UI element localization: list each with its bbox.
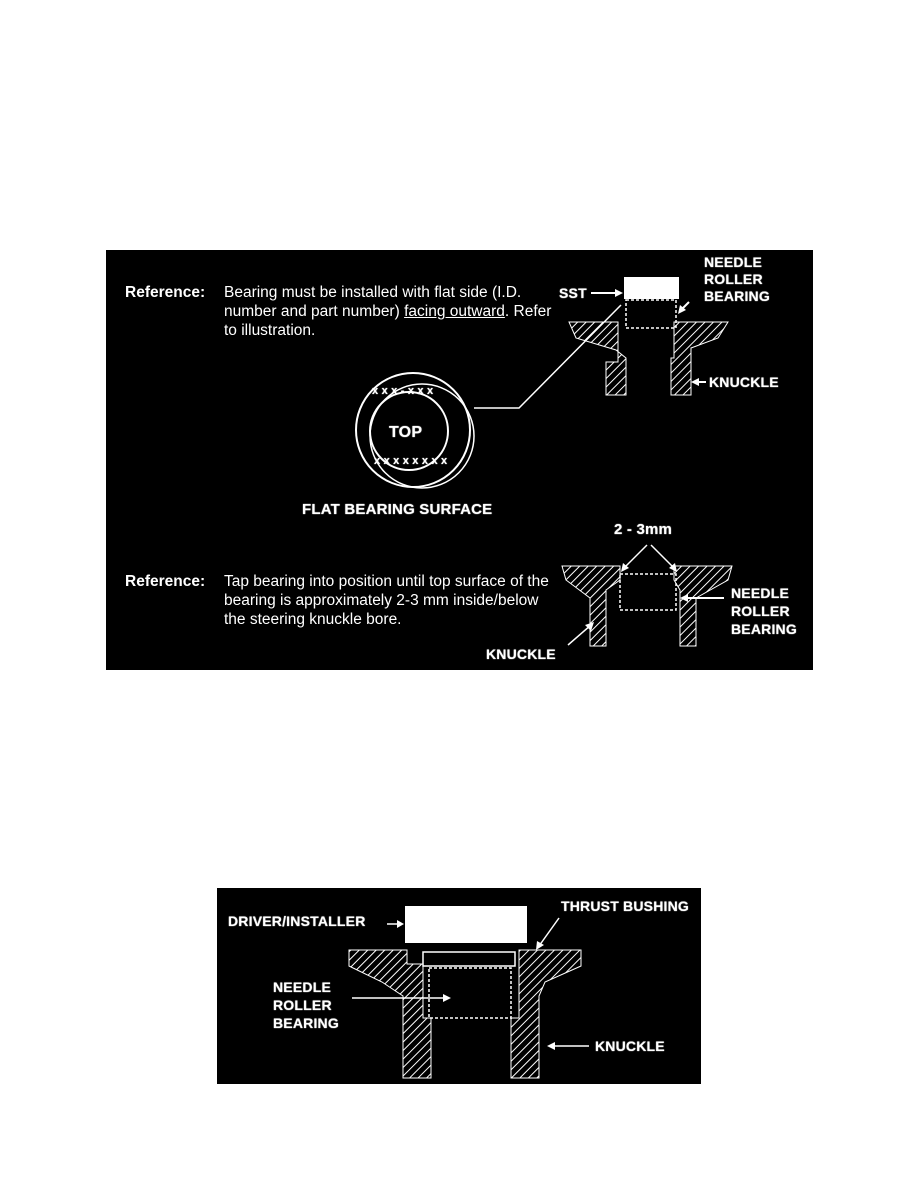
knuckle-section-bottom bbox=[562, 566, 732, 646]
x-marks-top: x x x - x x x bbox=[372, 385, 434, 397]
driver-installer-tool bbox=[405, 906, 527, 943]
needle-bearing-bottom bbox=[620, 574, 676, 610]
needle2-label-line2: ROLLER bbox=[731, 603, 790, 619]
needle-label-line2: ROLLER bbox=[704, 271, 763, 287]
knuckle-label-p2: KNUCKLE bbox=[595, 1038, 665, 1054]
thrust-arrow bbox=[539, 918, 559, 946]
needle-label-line1: NEEDLE bbox=[704, 254, 762, 270]
gap-arrow-right bbox=[651, 545, 674, 568]
reference-1-text: Bearing must be installed with flat side (I.D. number and part number) facing outward. Refer to illustration. bbox=[224, 284, 552, 339]
needle-bearing-top bbox=[626, 300, 676, 328]
gap-label: 2 - 3mm bbox=[614, 521, 673, 538]
needle-label-line3: BEARING bbox=[704, 288, 770, 304]
needle-label-p2-line2: ROLLER bbox=[273, 997, 332, 1013]
needle2-label-line1: NEEDLE bbox=[731, 585, 789, 601]
reference-2-text: Tap bearing into position until top surface of the bearing is approximately 2-3 mm inside/below the steering knuckle bore. bbox=[224, 573, 549, 628]
top-label: TOP bbox=[389, 424, 423, 441]
needle-label-p2-line3: BEARING bbox=[273, 1015, 339, 1031]
facing-outward-emphasis: facing outward bbox=[404, 303, 505, 320]
reference-2 bbox=[125, 572, 205, 591]
flat-bearing-surface-label: FLAT BEARING SURFACE bbox=[302, 501, 493, 518]
sst-label: SST bbox=[559, 285, 587, 301]
needle-bearing-installer bbox=[429, 968, 511, 1018]
knuckle-label-top: KNUCKLE bbox=[709, 374, 779, 390]
x-marks-bottom: x x x x x x x x bbox=[374, 455, 448, 467]
thrust-bushing-label: THRUST BUSHING bbox=[561, 898, 690, 914]
reference-2-label: Reference: bbox=[125, 573, 206, 590]
reference-1 bbox=[125, 283, 205, 302]
reference-1-label: Reference: bbox=[125, 284, 206, 301]
gap-arrow-left bbox=[624, 545, 647, 568]
knuckle2-label: KNUCKLE bbox=[486, 646, 556, 662]
needle-label-p2-line1: NEEDLE bbox=[273, 979, 331, 995]
thrust-bushing bbox=[423, 952, 515, 966]
bearing-reference-panel bbox=[106, 250, 813, 670]
sst-tool bbox=[624, 277, 679, 299]
driver-installer-label: DRIVER/INSTALLER bbox=[228, 913, 366, 929]
knuckle-arrow-bottom bbox=[568, 625, 591, 645]
needle2-label-line3: BEARING bbox=[731, 621, 797, 637]
installer-diagram-panel bbox=[217, 888, 701, 1084]
